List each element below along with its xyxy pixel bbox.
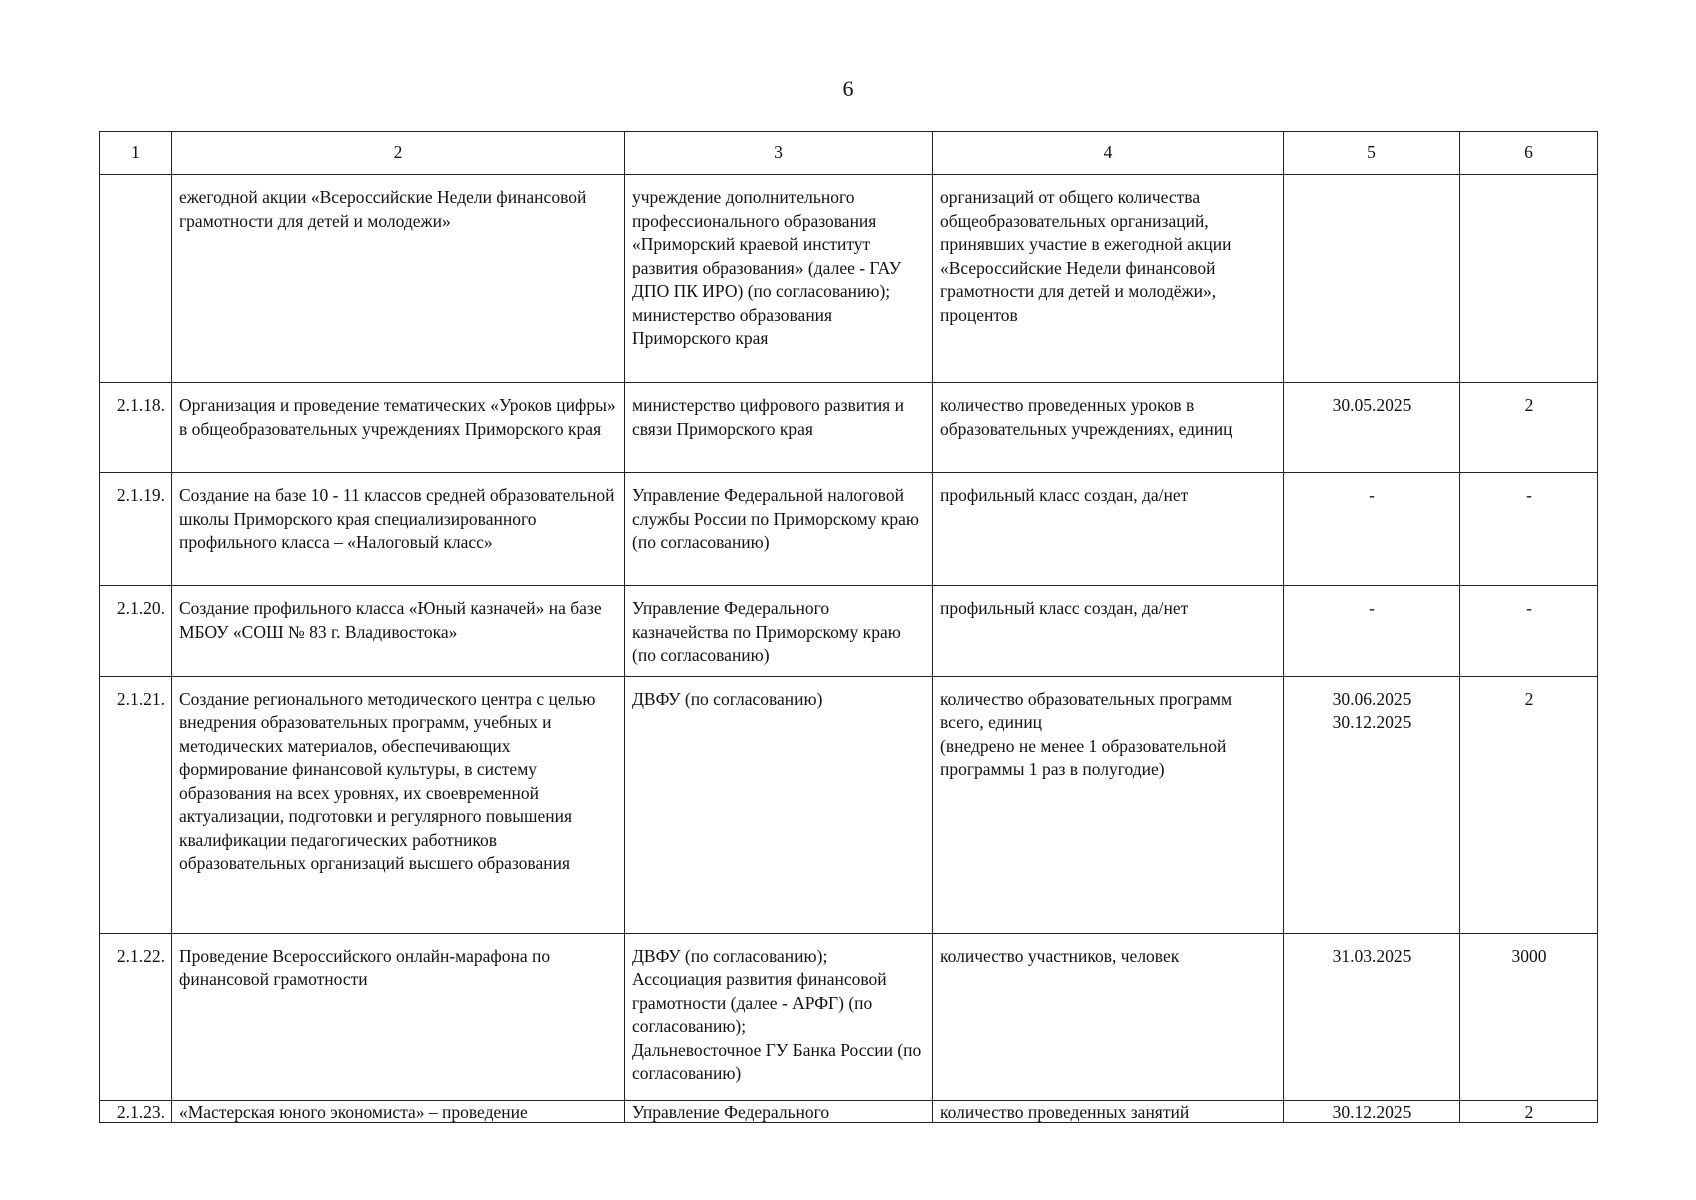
column-header: 2 bbox=[172, 132, 625, 175]
indicator-cell: количество участников, человек bbox=[933, 933, 1284, 1100]
responsible-cell: министерство цифрового развития и связи Приморского края bbox=[625, 383, 933, 473]
date-cell bbox=[1284, 175, 1460, 383]
value-cell: 2 bbox=[1460, 1100, 1598, 1122]
responsible-cell: ДВФУ (по согласованию) bbox=[625, 676, 933, 933]
date-cell: 30.12.2025 bbox=[1284, 1100, 1460, 1122]
value-cell: 2 bbox=[1460, 676, 1598, 933]
date-cell: - bbox=[1284, 473, 1460, 586]
row-number: 2.1.23. bbox=[100, 1100, 172, 1122]
table-row bbox=[100, 175, 1598, 383]
column-header: 4 bbox=[933, 132, 1284, 175]
column-header: 3 bbox=[625, 132, 933, 175]
value-cell: 3000 bbox=[1460, 933, 1598, 1100]
responsible-cell: Управление Федерального bbox=[625, 1100, 933, 1122]
table-row bbox=[100, 1100, 1598, 1122]
table-row bbox=[100, 586, 1598, 677]
responsible-cell: Управление Федерального казначейства по Приморскому краю (по согласованию) bbox=[625, 586, 933, 677]
indicator-cell: количество образовательных программ всего, единиц (внедрено не менее 1 образовательной программы 1 раз в полугодие) bbox=[933, 676, 1284, 933]
column-header: 6 bbox=[1460, 132, 1598, 175]
activity-cell: «Мастерская юного экономиста» – проведение bbox=[172, 1100, 625, 1122]
value-cell: - bbox=[1460, 473, 1598, 586]
table-row bbox=[100, 676, 1598, 933]
date-cell: - bbox=[1284, 586, 1460, 677]
row-number bbox=[100, 175, 172, 383]
responsible-cell: учреждение дополнительного профессионального образования «Приморский краевой институт развития образования» (далее - ГАУ ДПО ПК ИРО) (по согласованию); министерство образования Приморского края bbox=[625, 175, 933, 383]
date-cell: 30.06.2025 30.12.2025 bbox=[1284, 676, 1460, 933]
indicator-cell: профильный класс создан, да/нет bbox=[933, 473, 1284, 586]
indicator-cell: количество проведенных занятий bbox=[933, 1100, 1284, 1122]
table-header-row bbox=[100, 132, 1598, 175]
row-number: 2.1.18. bbox=[100, 383, 172, 473]
row-number: 2.1.19. bbox=[100, 473, 172, 586]
row-number: 2.1.20. bbox=[100, 586, 172, 677]
table-row bbox=[100, 473, 1598, 586]
indicator-cell: количество проведенных уроков в образовательных учреждениях, единиц bbox=[933, 383, 1284, 473]
activities-table bbox=[99, 131, 1598, 1123]
activity-cell: Организация и проведение тематических «Уроков цифры» в общеобразовательных учреждениях Приморского края bbox=[172, 383, 625, 473]
activity-cell: ежегодной акции «Всероссийские Недели финансовой грамотности для детей и молодежи» bbox=[172, 175, 625, 383]
date-cell: 30.05.2025 bbox=[1284, 383, 1460, 473]
indicator-cell: профильный класс создан, да/нет bbox=[933, 586, 1284, 677]
activity-cell: Создание на базе 10 - 11 классов средней образовательной школы Приморского края специализированного профильного класса – «Налоговый класс» bbox=[172, 473, 625, 586]
value-cell bbox=[1460, 175, 1598, 383]
row-number: 2.1.22. bbox=[100, 933, 172, 1100]
row-number: 2.1.21. bbox=[100, 676, 172, 933]
indicator-cell: организаций от общего количества общеобразовательных организаций, принявших участие в ежегодной акции «Всероссийские Недели финансовой грамотности для детей и молодёжи», процентов bbox=[933, 175, 1284, 383]
activity-cell: Создание регионального методического центра с целью внедрения образовательных программ, учебных и методических материалов, обеспечивающих формирование финансовой культуры, в систему образования на всех уровнях, их своевременной актуализации, подготовки и регулярного повышения квалификации педагогических работников образовательных организаций высшего образования bbox=[172, 676, 625, 933]
table-row bbox=[100, 933, 1598, 1100]
value-cell: - bbox=[1460, 586, 1598, 677]
responsible-cell: ДВФУ (по согласованию); Ассоциация развития финансовой грамотности (далее - АРФГ) (по согласованию); Дальневосточное ГУ Банка России (по согласованию) bbox=[625, 933, 933, 1100]
column-header: 1 bbox=[100, 132, 172, 175]
activity-cell: Создание профильного класса «Юный казначей» на базе МБОУ «СОШ № 83 г. Владивостока» bbox=[172, 586, 625, 677]
table-row bbox=[100, 383, 1598, 473]
date-cell: 31.03.2025 bbox=[1284, 933, 1460, 1100]
activity-cell: Проведение Всероссийского онлайн-марафона по финансовой грамотности bbox=[172, 933, 625, 1100]
column-header: 5 bbox=[1284, 132, 1460, 175]
responsible-cell: Управление Федеральной налоговой службы России по Приморскому краю (по согласованию) bbox=[625, 473, 933, 586]
page-number: 6 bbox=[842, 76, 854, 101]
value-cell: 2 bbox=[1460, 383, 1598, 473]
